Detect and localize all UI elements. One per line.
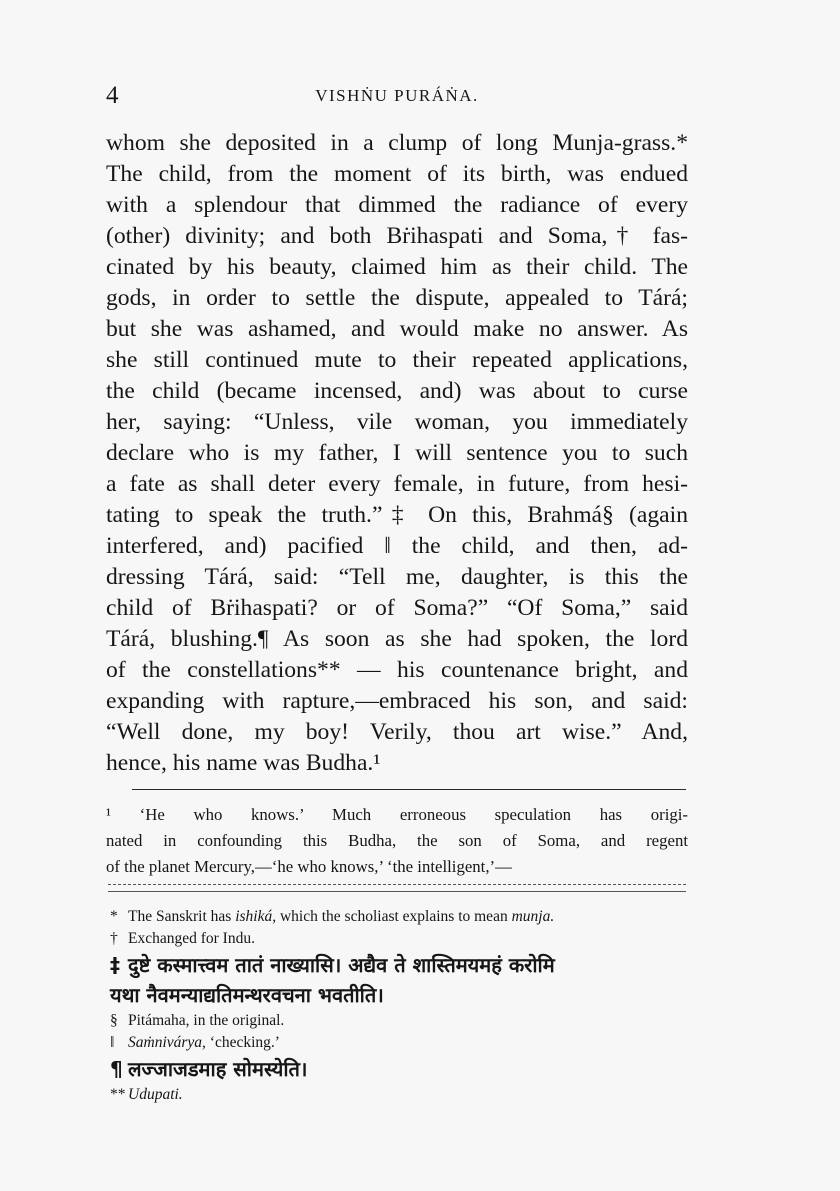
sanskrit-text: लज्जाजडमाह सोमस्येति। (128, 1057, 308, 1081)
footnote-line: of the planet Mercury,—‘he who knows,’ ‘the intelligent,’— (106, 857, 512, 876)
text-line: (other) divinity; and both Bṙihaspati and Soma,† fas- (106, 223, 688, 249)
text-line: The child, from the moment of its birth, was endued (106, 161, 688, 187)
footnote-mark: ‡ (110, 953, 120, 977)
footnote-text: The Sanskrit has (128, 908, 236, 925)
footnote-parallel (110, 1032, 688, 1054)
footnote-text: Pitámaha, in the original. (128, 1012, 285, 1029)
text-line: of the constellations** — his countenance bright, and (106, 657, 688, 683)
text-line: Tárá, blushing.¶ As soon as she had spoken, the lord (106, 626, 688, 652)
footnote-term: munja. (511, 908, 555, 925)
footnote-mark: ¶ (110, 1057, 123, 1081)
footnote-sanskrit (110, 950, 688, 980)
text-line: she still continued mute to their repeated applications, (106, 347, 688, 373)
text-line: tating to speak the truth.”‡ On this, Brahmá§ (again (106, 502, 688, 528)
text-line: hence, his name was Budha.¹ (106, 750, 381, 776)
original-footnotes (110, 906, 688, 1106)
text-line: expanding with rapture,—embraced his son, and said: (106, 688, 688, 714)
text-line: but she was ashamed, and would make no answer. As (106, 316, 688, 342)
footnote-term: Udupati. (128, 1086, 183, 1103)
text-line: gods, in order to settle the dispute, appealed to Tárá; (106, 285, 688, 311)
footnote-star (110, 906, 688, 928)
text-line: child of Bṙihaspati? or of Soma?” “Of Soma,” said (106, 595, 688, 621)
original-notes-divider-rule (108, 891, 686, 892)
footnote-mark: ‖ (110, 1034, 115, 1051)
main-text (106, 128, 688, 779)
footnote-sanskrit (110, 980, 688, 1010)
sanskrit-text: यथा नैवमन्याद्यतिमन्थरवचना भवतीति। (110, 983, 384, 1007)
text-line: declare who is my father, I will sentence you to such (106, 440, 688, 466)
footnote-text: Exchanged for Indu. (128, 930, 255, 947)
footnote-divider (132, 789, 686, 790)
footnote-mark: * (110, 908, 118, 925)
footnote-dagger (110, 928, 688, 950)
page-header (106, 82, 688, 112)
text-line: cinated by his beauty, claimed him as their child. The (106, 254, 688, 280)
original-notes-divider (108, 884, 686, 885)
footnote-line: ¹ ‘He who knows.’ Much erroneous speculation has origi- (106, 805, 688, 824)
translator-footnote (106, 802, 688, 880)
text-line: her, saying: “Unless, vile woman, you immediately (106, 409, 688, 435)
footnote-mark: ** (110, 1086, 126, 1103)
text-line: dressing Tárá, said: “Tell me, daughter, is this the (106, 564, 688, 590)
footnote-term: Saṁnivárya, (128, 1034, 206, 1051)
text-line: with a splendour that dimmed the radiance of every (106, 192, 688, 218)
text-line: the child (became incensed, and) was about to curse (106, 378, 688, 404)
sanskrit-text: दुष्टे कस्मात्त्वम तातं नाख्यासि। अद्यैव ते शास्तिमयमहं करोमि (128, 953, 555, 977)
text-line: a fate as shall deter every female, in future, from hesi- (106, 471, 688, 497)
text-line: “Well done, my boy! Verily, thou art wise.” And, (106, 719, 688, 745)
footnote-text: which the scholiast explains to mean (276, 908, 512, 925)
text-line: interfered, and) pacified ‖ the child, and then, ad- (106, 533, 688, 559)
footnote-mark: § (110, 1012, 118, 1029)
footnote-term: ishiká, (235, 908, 277, 925)
footnote-section (110, 1010, 688, 1032)
footnote-line: nated in confounding this Budha, the son of Soma, and regent (106, 831, 688, 850)
footnote-mark: † (110, 930, 118, 947)
footnote-sanskrit (110, 1054, 688, 1084)
page-number: 4 (106, 82, 119, 109)
footnote-text: ‘checking.’ (205, 1034, 280, 1051)
footnote-double-star (110, 1084, 688, 1106)
text-line: whom she deposited in a clump of long Munja-grass.* (106, 130, 688, 156)
running-title: VISHṄU PURÁṄA. (315, 86, 479, 105)
